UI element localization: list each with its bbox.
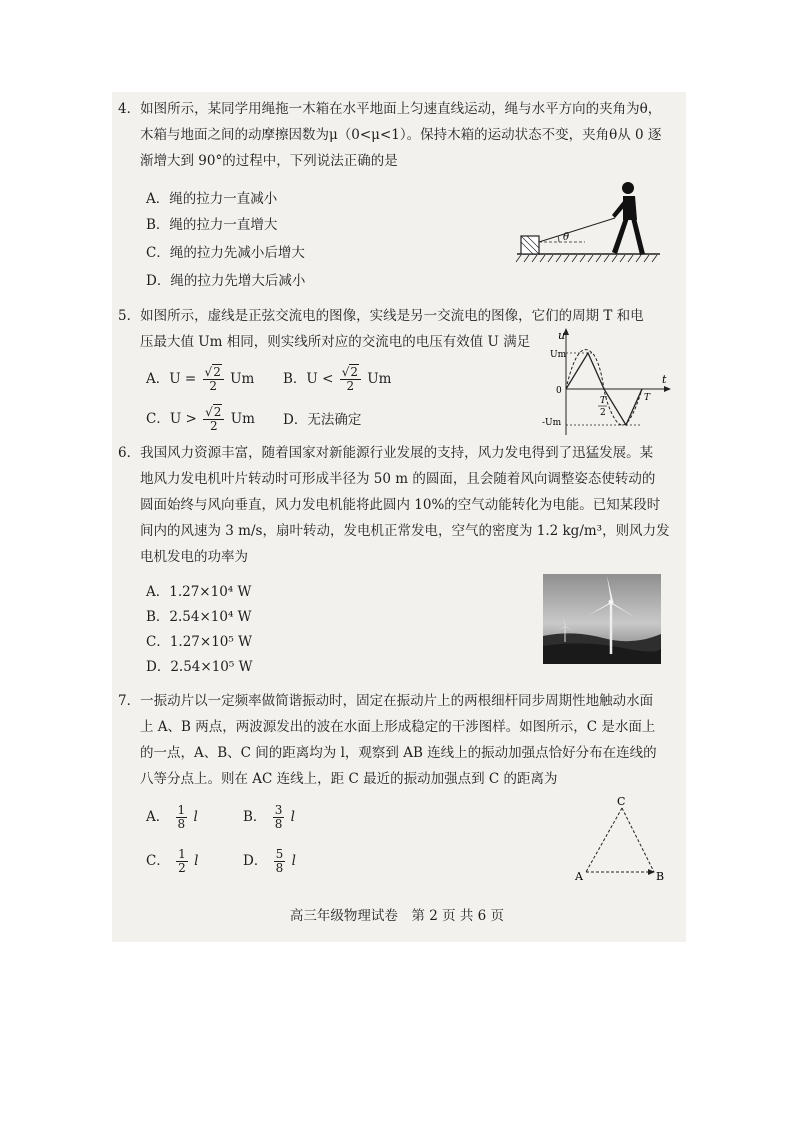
q4-figure [515, 178, 665, 264]
q7-d-label: D． [243, 853, 268, 869]
question-6 [118, 440, 678, 570]
q5-line-1: 5．如图所示，虚线是正弦交流电的图像，实线是另一交流电的图像，它们的周期 T 和电 [118, 308, 644, 324]
q7-c-var: l [194, 853, 199, 869]
q6-line-3: 圆面始终与风向垂直，风力发电机能将此圆内 10%的空气动能转化为电能。已知某段时 [140, 497, 661, 513]
q5-option-c-prefix: C．U > [146, 411, 197, 427]
q7-b-var: l [290, 809, 295, 825]
q4-line-3: 渐增大到 90°的过程中，下列说法正确的是 [140, 153, 398, 169]
q5-option-c-unit: Um [230, 411, 255, 427]
q5-option-c [146, 406, 255, 433]
q7-option-a [146, 804, 198, 831]
point-a-label: A [575, 870, 583, 883]
q5-option-d: D．无法确定 [283, 412, 362, 428]
q7-a-den: 8 [177, 817, 186, 831]
angle-label: θ [563, 232, 570, 243]
person-icon [612, 182, 645, 255]
q4-option-b: B．绳的拉力一直增大 [146, 217, 278, 233]
origin-label: 0 [556, 386, 562, 396]
q5-option-a-unit: Um [230, 371, 255, 387]
q5-option-a-frac: $\frac{√2}{2}$ [203, 366, 224, 393]
q7-line-3: 的一点，A、B、C 间的距离均为 l，观察到 AB 连线上的振动加强点恰好分布在连线的 [140, 745, 657, 761]
q7-option-c [146, 848, 198, 875]
q6-line-1: 6．我国风力资源丰富，随着国家对新能源行业发展的支持，风力发电得到了迅猛发展。某 [118, 445, 654, 461]
q7-triangle-figure [568, 792, 668, 884]
q6-option-d: D．2.54×10⁵ W [146, 659, 253, 675]
rope [539, 218, 615, 242]
q5-b-den: 2 [346, 379, 355, 393]
q7-d-den: 8 [275, 861, 284, 875]
q5-line-2: 压最大值 Um 相同，则实线所对应的交流电的电压有效值 U 满足 [140, 334, 531, 350]
q7-line-1: 7．一振动片以一定频率做简谐振动时，固定在振动片上的两根细杆同步周期性地触动水面 [118, 693, 654, 709]
q7-b-frac [273, 804, 285, 831]
q7-a-var: l [193, 809, 198, 825]
y-axis-label: u [558, 329, 566, 342]
q5-option-a-prefix: A．U = [146, 371, 197, 387]
q7-a-label: A． [146, 809, 170, 825]
q5-option-a [146, 366, 254, 393]
wind-turbine-photo [543, 574, 661, 664]
q7-c-den: 2 [178, 861, 186, 875]
q6-line-2: 地风力发电机叶片转动时可形成半径为 50 m 的圆面，且会随着风向调整姿态使转动的 [140, 471, 656, 487]
neg-um-label: -Um [542, 418, 562, 428]
point-b-label: B [656, 870, 665, 883]
q4-option-d: D．绳的拉力先增大后减小 [146, 273, 306, 289]
q7-line-2: 上 A、B 两点，两波源发出的波在水面上形成稳定的干涉图样。如图所示，C 是水面上 [140, 719, 656, 735]
q7-b-label: B． [243, 809, 267, 825]
q4-option-c: C．绳的拉力先减小后增大 [146, 245, 305, 261]
q7-c-label: C． [146, 853, 170, 869]
q7-d-var: l [291, 853, 296, 869]
q7-d-num: 5 [275, 847, 284, 861]
q7-option-d [243, 848, 296, 875]
point-c-label: C [617, 795, 626, 808]
q6-option-c: C．1.27×10⁵ W [146, 634, 252, 650]
q4-line-1: 4．如图所示，某同学用绳拖一木箱在水平地面上匀速直线运动，绳与水平方向的夹角为θ， [118, 101, 662, 117]
q4-line-2: 木箱与地面之间的动摩擦因数为μ（0<μ<1）。保持木箱的运动状态不变，夹角θ从 0 逐 [140, 127, 662, 143]
q7-b-den: 8 [274, 817, 283, 831]
q5-option-b-prefix: B．U < [283, 371, 334, 387]
q7-d-frac [274, 848, 286, 875]
t-half-num: T [600, 396, 607, 406]
q6-option-a: A．1.27×10⁴ W [146, 584, 252, 600]
question-4 [118, 96, 678, 174]
q5-waveform-figure [534, 325, 674, 440]
um-label: Um [550, 350, 567, 360]
q5-a-den: 2 [209, 379, 217, 393]
q6-line-4: 间内的风速为 3 m/s，扇叶转动，发电机正常发电，空气的密度为 1.2 kg/m³，则风力发 [140, 523, 670, 539]
q7-c-num: 1 [178, 847, 186, 861]
question-7 [118, 688, 678, 792]
q7-a-num: 1 [177, 803, 186, 817]
t-label: T [644, 393, 651, 403]
q5-option-b [283, 366, 391, 393]
q5-option-b-frac: $\frac{√2}{2}$ [340, 366, 361, 393]
q5-option-b-unit: Um [367, 371, 392, 387]
q7-a-frac [176, 804, 188, 831]
q7-b-num: 3 [274, 803, 283, 817]
q5-a-num: 2 [213, 365, 221, 379]
x-axis-label: t [662, 373, 667, 386]
q7-c-frac [176, 848, 188, 875]
t-half-den: 2 [600, 408, 606, 418]
q7-line-4: 八等分点上。则在 AC 连线上，距 C 最近的振动加强点到 C 的距离为 [140, 771, 558, 787]
q4-option-a: A．绳的拉力一直减小 [146, 191, 278, 207]
page-footer: 高三年级物理试卷 第 2 页 共 6 页 [289, 908, 505, 924]
q6-line-5: 电机发电的功率为 [140, 549, 248, 565]
q5-b-num: 2 [350, 365, 358, 379]
q7-option-b [243, 804, 295, 831]
q6-option-b: B．2.54×10⁴ W [146, 609, 252, 625]
q5-c-den: 2 [209, 419, 218, 433]
q5-option-c-frac: $\frac{√2}{2}$ [203, 406, 224, 433]
q5-c-num: 2 [213, 405, 222, 419]
